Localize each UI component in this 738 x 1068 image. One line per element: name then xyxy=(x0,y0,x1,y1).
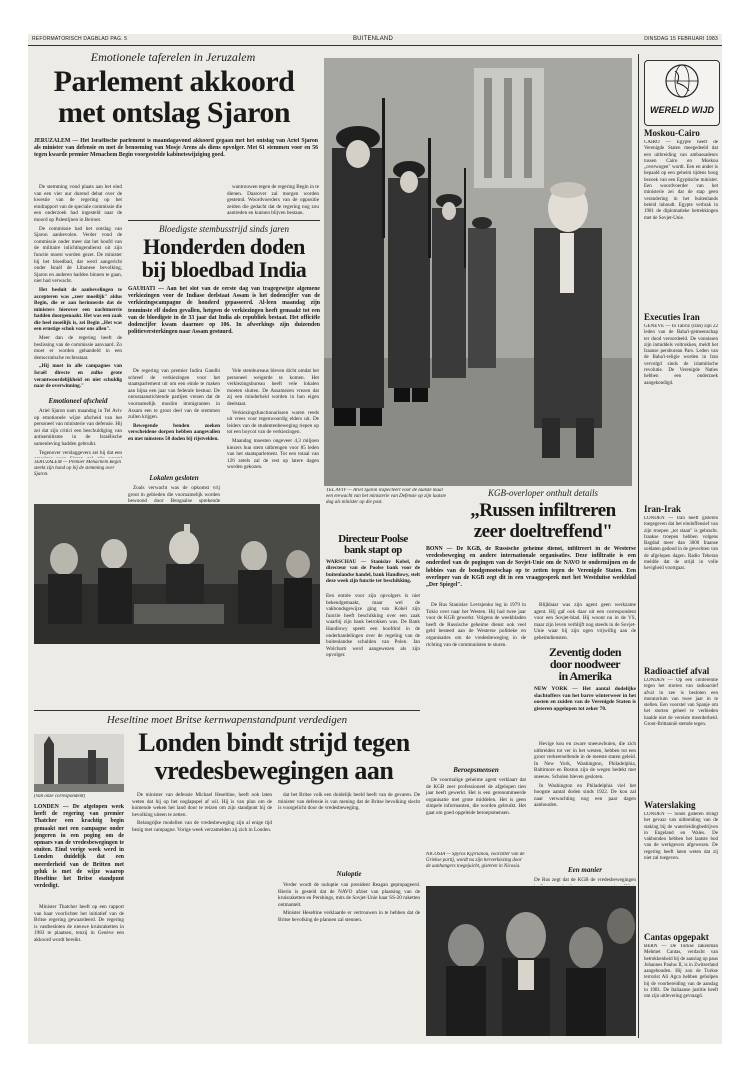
header-section: BUITENLAND xyxy=(352,36,393,42)
sidebar-item-title: Moskou-Cairo xyxy=(644,128,700,138)
kgb-paragraph: Blijkbaar was zijn agent geen werkzame agent. Hij gaf ook daar uit een correspondent voor een Sovjet-blad. Hij woont nu in de VS, maar zijn leven verblijft nog steeds in de Sovjet-Unie waar hij zijn ogen vrijwillig aan de geheimdiensten. xyxy=(534,602,636,641)
a1-paragraph: wantrouwen tegen de regering Begin in te dienen. Daarover zal morgen worden gestemd. Woordvoerders van de oppositie zeiden die gedacht dat de regering nog zou aantreden en kunnen blijven bestaan. xyxy=(227,184,319,217)
a1-paragraph: Tegenover verslaggevers zei hij dat een xyxy=(39,449,122,456)
a1-col1 xyxy=(34,184,122,394)
a1-paragraph: Het besluit de aanbevelingen te accepteren was „zeer moeilijk" aldus Begin, die er aan herinnerde dat de ministers hierover een nachtmerrie hadden doorgemaakt. Het was een zaak die heel moeilijk is, zei Begin „Het was een ernstige schok voor ons allen". xyxy=(34,286,122,333)
amerika-headline-line3: in Amerika xyxy=(558,669,612,683)
kgb-lead: BONN — De KGB, de Russische geheime dienst, infiltreert in de Westerse vredesbeweging en andere internationale organisaties. Deze infiltratie is een onderdeel van de pogingen van de Sovjet-Unie om de NAVO te ondermijnen en de lobbies van de bondgenootschap op te zetten tegen de Verenigde Staten. Een overloper van de KGB zegt dit in een vraaggesprek met het Westduitse weekblad „Der Spiegel". xyxy=(426,546,636,589)
london-photo xyxy=(34,734,124,792)
sidebar-item-title: Executies Iran xyxy=(644,312,700,322)
amerika-headline-line1: Zeventig doden xyxy=(548,645,621,659)
a1-headline-line2: met ontslag Sjaron xyxy=(57,96,291,129)
nicosia-caption: NICOSIA — Spyros Kyprianou, voorzitter van de Griekse partij, wordt na zijn herverkiezing door de aanhangers toegejuicht, gisteren in Nicosia. xyxy=(426,852,525,870)
header-rule xyxy=(28,45,722,46)
sidebar-item xyxy=(644,932,718,1040)
poland-article xyxy=(326,533,420,659)
sidebar-item-title: Iran-Irak xyxy=(644,504,682,514)
a1-paragraph: De stemming vond plaats aan het eind van een vier uur durend debat over de kwestie van de regering op het eindrapport van de speciale commissie die een onderzoek had ingesteld naar de moord op Palestijnen in Beiroet. xyxy=(34,184,122,223)
heseltine-paragraph: Verder wordt de nuloptie van president Reagan gepropageerd. Hierin is gesteld dat de NAVO afziet van plaatsing van de kruisraketten en Pershings, mits de Sovjet-Unie haar SS-20 raketten ontmantelt. xyxy=(278,882,420,908)
a2-col2 xyxy=(227,368,319,511)
sidebar-item xyxy=(644,504,718,656)
heseltine-headline-line1: Londen bindt strijd tegen xyxy=(138,728,410,757)
sjaron-photo-caption: TEL AVIV — Ariel Sjaron inspecteert voor de laatste maal een erewacht van het ministerie van Defensie op zijn laatste dag als minister op die post. xyxy=(326,488,446,506)
wereld-wijd-logo xyxy=(644,60,720,126)
sidebar-item-text: LONDEN — Op een conferentie tegen het storten van radioactief afval in zee is besloten een moratorium van twee jaar in te stellen. Een voorstel van Spanje om het storten geheel te verbieden haalde niet de vereiste meerderheid. Groot-Brittannië stemde tegen. xyxy=(644,678,718,728)
heseltine-col3 xyxy=(278,792,420,868)
a2-subhead: Lokalen gesloten xyxy=(149,474,199,482)
a2-paragraph: Bewegende benden zoeken verscheidene dorpen hebben aangevallen en met minstens 50 doden bij rijstvelden. xyxy=(128,422,220,442)
a1-paragraph: Ariel Sjaron nam maandag in Tel Aviv op emotionele wijze afscheid van het personeel van ministerie van defensie. Hij zei dat zijn critici een beschuldiging van antisemitisme in de Israëlische samenleving hadden gebruikt. xyxy=(34,408,122,447)
heseltine-lead: LONDEN — De afgelopen week heeft de regering van premier Thatcher een krachtig begin gemaakt met een campagne onder jongeren in een poging om de opmars van de vredesbewegingen te stuiten. Eind vorige week werd in Londen duidelijk dat een meerderheid van de Britten met geluk is met de wijze waarop Heseltine het Britse standpunt verdedigt. xyxy=(34,804,124,890)
poland-headline-line2: bank stapt op xyxy=(344,544,402,556)
sidebar-item-text: GENEVE — In Tabriz (Iran) zijn 22 leden van de Baha'i-gemeenschap ter dood veroordeeld. De vonnissen zijn inmiddels voltrokken, meldt het Iraanse persbureau Pars. Leden van de Baha'i-religie worden in Iran vervolgd sinds de islamitische revolutie. De Verenigde Naties hebben een onderzoek aangekondigd. xyxy=(644,324,718,386)
a2-lead: GAUHATI — Aan het slot van de eerste dag van tragegewijze algemene verkiezingen voor de Indiase deelstaat Assam is het dodencijfer van de verkiezingscampagne de honderd gepasseerd. Al-leen maandag zijn tenminste elf doden gevallen, hetgeen de verkiezingen heeft gemaakt tot een van de bloedigste in de 33 jaar dat India als republiek bestaat. Het officiële dodencijfer kwam daarmee op 106. In afwerkings zijn duizenden politieversterkingen naar Assam gestuurd. xyxy=(128,286,320,336)
sidebar-item-text: LONDEN — Sinds gisteren dringt het gevaar van uitbreiding van de staking bij de waterleidingbedrijven in Engeland en Wales. De vakbonden hebben het laatste bod van de werkgevers afgewezen. De regering heeft laten weten dat zij niet zal toegeven. xyxy=(644,812,718,862)
kgb-kicker: KGB-overloper onthult details xyxy=(488,488,598,498)
a2-rule xyxy=(128,220,320,221)
sjaron-guard-photo xyxy=(324,58,632,486)
a1-caption: JERUZALEM — Premier Menachem Begin steekt zijn hand op bij de stemming over Sjaron. xyxy=(34,460,122,478)
a2-headline-line1: Honderden doden xyxy=(143,234,305,259)
kgb-paragraph: De voormalige geheime agent verklaart dat de KGB zeer professioneel de afgelopen tien jaar heeft gewerkt. Het is een gerenommeerde organisatie met grote middelen. Het is geen simpele informanten, die worden gebruikt. Het gaat om goed opgeleide beroepsmensen. xyxy=(426,777,526,816)
kgb-headline-line1: „Russen infiltreren xyxy=(470,500,616,521)
a2-paragraph: Maandag moesten ongeveer 4,3 miljoen kiezers hun stem uitbrengen voor 85 leden van het staatsparlement. Tot een totaal van 126 zetels zal de rest op latere dagen worden gekozen. xyxy=(227,437,319,471)
a2-paragraph: Verkiezingsfunctionarissen waren reeds uit vrees voor tegenwoordig elders uit. De leiders van de studentenbeweging riepen op tot een boycot van de verkiezingen. xyxy=(227,409,319,436)
a1-subhead: Emotioneel afscheid xyxy=(48,397,108,405)
nicosia-photo xyxy=(426,886,636,1036)
heseltine-paragraph: Belangrijke modellen van de vredesbeweging zijn al enige tijd bezig met campagne. Vorige week verzamelden zij zich in Londen. xyxy=(132,820,272,833)
a1-colB xyxy=(227,184,319,218)
a1-kicker: Emotionele taferelen in Jeruzalem xyxy=(90,50,256,64)
heseltine-paragraph: De minister van defensie Michael Heseltine, heeft ook laten weten dat hij op het ooglapspel af wil. Hij is van plan om de komende weken het land door te reizen om zijn standpunt bij de bevolking uiteen te zetten. xyxy=(132,792,272,818)
sidebar-item-text: LONDEN — Iran heeft gisteren toegegeven dat het eindoffensief van zijn troepen „tot staan" is gebracht. Iraakse troepen hebben volgens Bagdad meer dan 3000 Iraanse soldaten gedood in de gevechten van de afgelopen dagen. Radio Teheran meldde dat de strijd in volle hevigheid voortgaat. xyxy=(644,516,718,572)
heseltine-headline-line2: vredesbewegingen aan xyxy=(154,756,394,785)
a1-col1b xyxy=(34,408,122,458)
globe-icon xyxy=(645,61,719,101)
poland-headline-line1: Directeur Poolse xyxy=(338,533,408,545)
heseltine-rule xyxy=(34,710,420,711)
heseltine-kicker: Heseltine moet Britse kernwapenstandpunt verdedigen xyxy=(106,714,348,726)
sidebar-item xyxy=(644,666,718,788)
nicosia-photo-graphic xyxy=(426,886,636,1036)
sidebar-item-title: Cantas opgepakt xyxy=(644,932,709,942)
a2-kicker: Bloedigste stembusstrijd sinds jaren xyxy=(159,224,289,234)
a1-headline-line1: Parlement akkoord xyxy=(53,65,295,98)
poland-body: Een entrée voor zijn opvolgers is niet bekendgemaakt, maar wel de vakbondsgewijze ging van Kobel zijn functie heeft beschikking over een zaak waarbij zijn bank betrokken was. De Bank Handlowy speelt een hoofdrol in de onderhandelingen over de regeling van de buitenlandse schulden van Polen. Jan Wolcharti werd aangewezen als zijn opvolger. xyxy=(326,593,420,659)
sidebar-item xyxy=(644,312,718,494)
header-left: REFORMATORISCH DAGBLAD PAG. 5 xyxy=(32,36,128,42)
amerika-headline-line2: door noodweer xyxy=(549,657,621,671)
a2-col1 xyxy=(128,368,220,474)
newspaper-page xyxy=(28,34,722,1044)
header-date: DINSDAG 15 FEBRUARI 1983 xyxy=(644,36,718,42)
sidebar-item-title: Waterslaking xyxy=(644,800,696,810)
heseltine-paragraph: Minister Thatcher heeft op een rapport van haar voorlichter het initiatief van de Britse regering gewaardeerd. De regering is vastbesloten de nieuwe kruisraketten in 1983 te plaatsen, tenzij in Genève een akkoord wordt bereikt. xyxy=(34,904,124,943)
a2-headline-line2: bij bloedbad India xyxy=(141,257,307,282)
sidebar-item-title: Radioactief afval xyxy=(644,666,710,676)
kgb-col1 xyxy=(426,602,526,762)
kgb-headline-line2: zeer doeltreffend" xyxy=(473,521,613,542)
a2-paragraph: Zoals verwacht was de opkomst vrij groot in gebieden die voornamelijk worden bewoond door Bengaalse sprekende xyxy=(128,485,220,505)
kgb-col2 xyxy=(534,602,636,642)
heseltine-paragraph: Minister Heseltine verklaarde er vertrouwen in te hebben dat de Britse bevolking de plannen zal steunen. xyxy=(278,910,420,923)
heseltine-col3b xyxy=(278,882,420,1036)
kgb-subhead-2: Een manier xyxy=(567,866,603,874)
knesset-photo-graphic xyxy=(34,504,320,644)
wereld-wijd-text: WERELD WIJD xyxy=(650,105,714,115)
kgb-paragraph: De Rus Stanislav Levtsjenko leg in 1979 in Tokio over naar het Westen. Hij had twee jaar voor de KGB gewerkt. Volgens de weekbladen heeft de Russische geheime dienst ook veel geld besteed aan de Westerse politieke en organisaties om de vredesbeweging in de richting van de communisten te sturen. xyxy=(426,602,526,648)
heseltine-col1 xyxy=(34,904,124,1036)
sidebar-item xyxy=(644,128,718,300)
kgb-col4: De Rus zegt dat de KGB de vredesbewegingen xyxy=(534,877,636,883)
london-photo-caption: (Van onze correspondent) xyxy=(34,794,86,799)
kgb-subhead: Beroepsmensen xyxy=(453,766,499,774)
sidebar-item-text: CAIRO — Egypte heeft de Verenigde Staten meegedeeld dat een uitbreiding van ambassadeurs tussen Cairo en Moskou „overwogen" wordt. Een en ander is bepaald op een geheim tijdens hoog bezoek van een Egyptische minister. Een woordvoerder van het ministerie zei dat de stap geen verandering in het buitenlands beleid inhoudt. Egypte verbrak in 1981 de diplomatieke betrekkingen met de Sovjet-Unie. xyxy=(644,140,718,221)
knesset-photo xyxy=(34,504,320,644)
amerika-paragraph: Hevige kou en zware sneeuwbuien, die zich uitbreiden tot ver in het westen, hebben tot een groot verkeersellende in de meeste staten geleid. In New York, Washington, Philadelphia, Baltimore en Boston zijn de wegen bedekt met sneeuw. Scholen bleven gesloten. xyxy=(534,741,636,780)
heseltine-subhead: Nuloptie xyxy=(336,870,362,878)
sjaron-guard-photo-graphic xyxy=(324,58,632,486)
a1-lead: JERUZALEM — Het Israëlische parlement is maandagavond akkoord gegaan met het ontslag van Ariel Sjaron als minister van defensie en met de benoeming van Mosje Arens als diens opvolger. Met 61 stemmen voor en 56 tegen kwarde premier Menachem Begin voorgestelde kabinetswijziging goed. xyxy=(34,138,318,159)
sidebar-item xyxy=(644,800,718,922)
poland-lead: WARSCHAU — Stanislav Kobel, de directeur van de Poolse bank voor de buitenlandse handel, bank Handlowy, stelt deze week zijn functie ter beschikking. xyxy=(326,559,420,585)
a1-paragraph: „Hij moet in alle campagnes van Israël directe en zulke grote verantwoordelijkheid en niet schuldig naar de overwinning." xyxy=(34,363,122,390)
sidebar-item-text: BERN — De Turkse zakenman Mehmet Cantas, verdacht van betrokkenheid bij de aanslag op paus Johannes Paulus II, is in Zwitserland aangehouden. Hij zou de Turkse terrorist Ali Agca hebben geholpen bij de voorbereiding van de aanslag in 1981. De Italiaanse justitie heeft om zijn uitlevering gevraagd. xyxy=(644,944,718,1000)
amerika-lead: NEW YORK — Het aantal dodelijke slachtoffers van het barre winterweer in het oosten en zuiden van de Verenigde Staten is gisteren opgelopen tot zeker 70. xyxy=(534,686,636,712)
a2-paragraph: De regering van premier Indira Gandhi schreef de verkiezingen voor het staatsparlement uit om een einde te maken aan bijna een jaar van federale bestuur. De onrustaanstichtende partijen vrezen dat de voornamelijk moslim immigranten in Assam een te groot deel van de stemmen zullen krijgen. xyxy=(128,368,220,421)
a1-paragraph: Meer dan de regering heeft de beslissing van de commissie aanvaard. Zo moet er worden gehandeld in een democratische rechtsstaat. xyxy=(34,335,122,361)
heseltine-col2 xyxy=(132,792,272,1036)
amerika-paragraph: In Washington en Philadelphia viel het hoogste aantal doden sinds 1922. De kou zal naar verwachting nog een paar dagen aanhouden. xyxy=(534,782,636,809)
sidebar-rule xyxy=(638,54,639,1038)
a1-paragraph: De commissie had het ontslag van Sjaron aanbevolen. Verder vond de commissie onder meer dat het hoofd van de militaire inlichtingendienst uit zijn functie moest worden gezet. De minister bij het bloedbad, dat werd aangericht onder Israël de Libanese bevolking, Sjaron en anderen hadden binnen te gaan, niet had verwacht. xyxy=(34,225,122,285)
london-photo-graphic xyxy=(34,734,124,792)
a2-paragraph: Vele stembureaus bleven dicht omdat het personeel weigerde te komen. Het verkiezingsbureau heeft vele lokalen moeten sluiten. De Assamezen vrezen dat zij een minderheid worden in hun eigen deelstaat. xyxy=(227,368,319,407)
heseltine-paragraph: dat het Britse volk een duidelijk beeld heeft van de gevaren. De minister van defensie is van mening dat de Britse bevolking slecht is voorgelicht door de vredesbeweging. xyxy=(278,792,420,812)
